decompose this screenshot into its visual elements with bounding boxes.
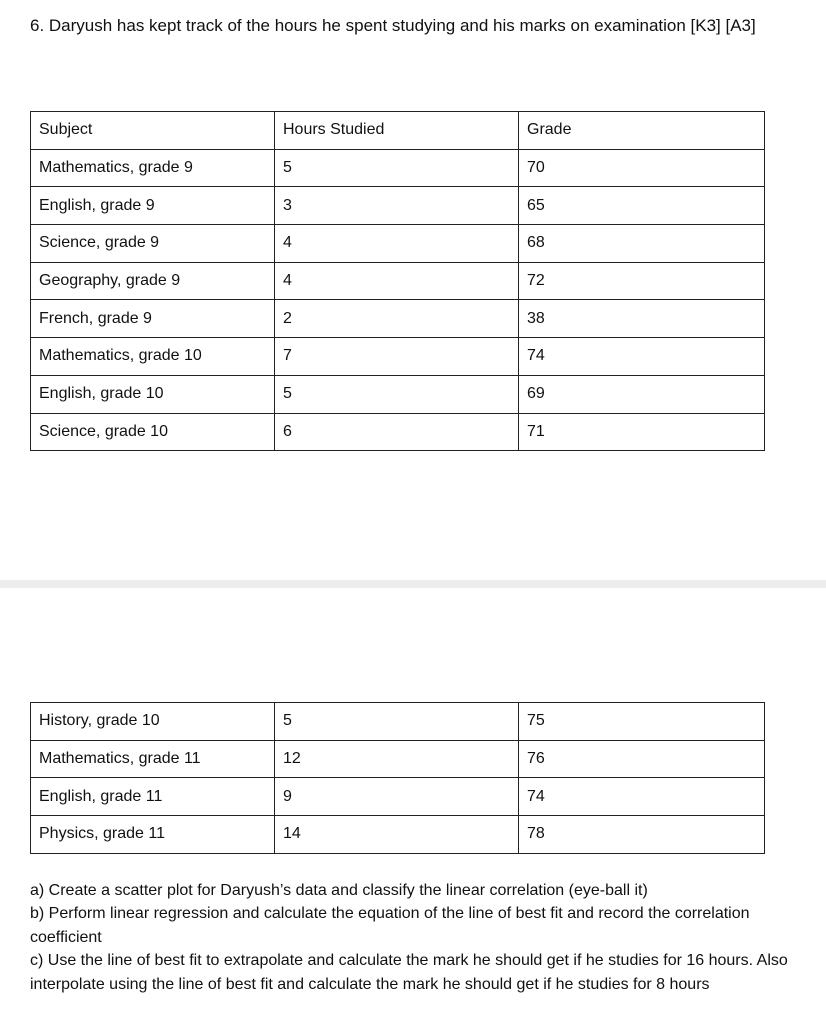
grade-cell: 76 bbox=[519, 740, 765, 778]
table-row bbox=[31, 300, 765, 338]
grade-cell: 75 bbox=[519, 703, 765, 741]
grade-cell: 71 bbox=[519, 413, 765, 451]
table-row bbox=[31, 816, 765, 854]
subject-cell: Physics, grade 11 bbox=[31, 816, 275, 854]
table-row bbox=[31, 740, 765, 778]
subject-cell: Mathematics, grade 11 bbox=[31, 740, 275, 778]
hours-cell: 12 bbox=[275, 740, 519, 778]
subject-cell: Geography, grade 9 bbox=[31, 262, 275, 300]
hours-cell: 14 bbox=[275, 816, 519, 854]
hours-cell: 4 bbox=[275, 262, 519, 300]
table-row bbox=[31, 187, 765, 225]
question-instructions bbox=[30, 879, 790, 996]
table-row bbox=[31, 778, 765, 816]
instruction-part-c: c) Use the line of best fit to extrapolate and calculate the mark he should get if he studies for 16 hours. Also interpolate using the line of best fit and calculate the mark he should get if he studies for 8 hours bbox=[30, 952, 788, 993]
subject-cell: History, grade 10 bbox=[31, 703, 275, 741]
table-row bbox=[31, 225, 765, 263]
table-row bbox=[31, 149, 765, 187]
table-row bbox=[31, 375, 765, 413]
table-row bbox=[31, 703, 765, 741]
grade-cell: 38 bbox=[519, 300, 765, 338]
header-subject: Subject bbox=[31, 112, 275, 150]
instruction-part-a: a) Create a scatter plot for Daryush’s data and classify the linear correlation (eye-ball it) bbox=[30, 882, 648, 899]
hours-cell: 6 bbox=[275, 413, 519, 451]
hours-cell: 2 bbox=[275, 300, 519, 338]
table-header-row bbox=[31, 112, 765, 150]
study-data-table bbox=[30, 111, 765, 451]
subject-cell: Science, grade 10 bbox=[31, 413, 275, 451]
grade-cell: 74 bbox=[519, 778, 765, 816]
grade-cell: 78 bbox=[519, 816, 765, 854]
table-row bbox=[31, 413, 765, 451]
study-data-table-continued bbox=[30, 702, 765, 854]
grade-cell: 74 bbox=[519, 338, 765, 376]
hours-cell: 5 bbox=[275, 149, 519, 187]
page-break-divider bbox=[0, 580, 826, 588]
subject-cell: Mathematics, grade 9 bbox=[31, 149, 275, 187]
subject-cell: English, grade 10 bbox=[31, 375, 275, 413]
instruction-part-b: b) Perform linear regression and calculate the equation of the line of best fit and record the correlation coefficient bbox=[30, 905, 750, 946]
header-grade: Grade bbox=[519, 112, 765, 150]
hours-cell: 3 bbox=[275, 187, 519, 225]
grade-cell: 65 bbox=[519, 187, 765, 225]
subject-cell: French, grade 9 bbox=[31, 300, 275, 338]
header-hours-studied: Hours Studied bbox=[275, 112, 519, 150]
grade-cell: 68 bbox=[519, 225, 765, 263]
hours-cell: 7 bbox=[275, 338, 519, 376]
grade-cell: 69 bbox=[519, 375, 765, 413]
hours-cell: 5 bbox=[275, 375, 519, 413]
hours-cell: 9 bbox=[275, 778, 519, 816]
subject-cell: English, grade 9 bbox=[31, 187, 275, 225]
hours-cell: 4 bbox=[275, 225, 519, 263]
subject-cell: Science, grade 9 bbox=[31, 225, 275, 263]
question-title: 6. Daryush has kept track of the hours he spent studying and his marks on examination [K3] [A3] bbox=[30, 16, 756, 35]
subject-cell: English, grade 11 bbox=[31, 778, 275, 816]
subject-cell: Mathematics, grade 10 bbox=[31, 338, 275, 376]
grade-cell: 70 bbox=[519, 149, 765, 187]
table-row bbox=[31, 338, 765, 376]
table-row bbox=[31, 262, 765, 300]
grade-cell: 72 bbox=[519, 262, 765, 300]
hours-cell: 5 bbox=[275, 703, 519, 741]
